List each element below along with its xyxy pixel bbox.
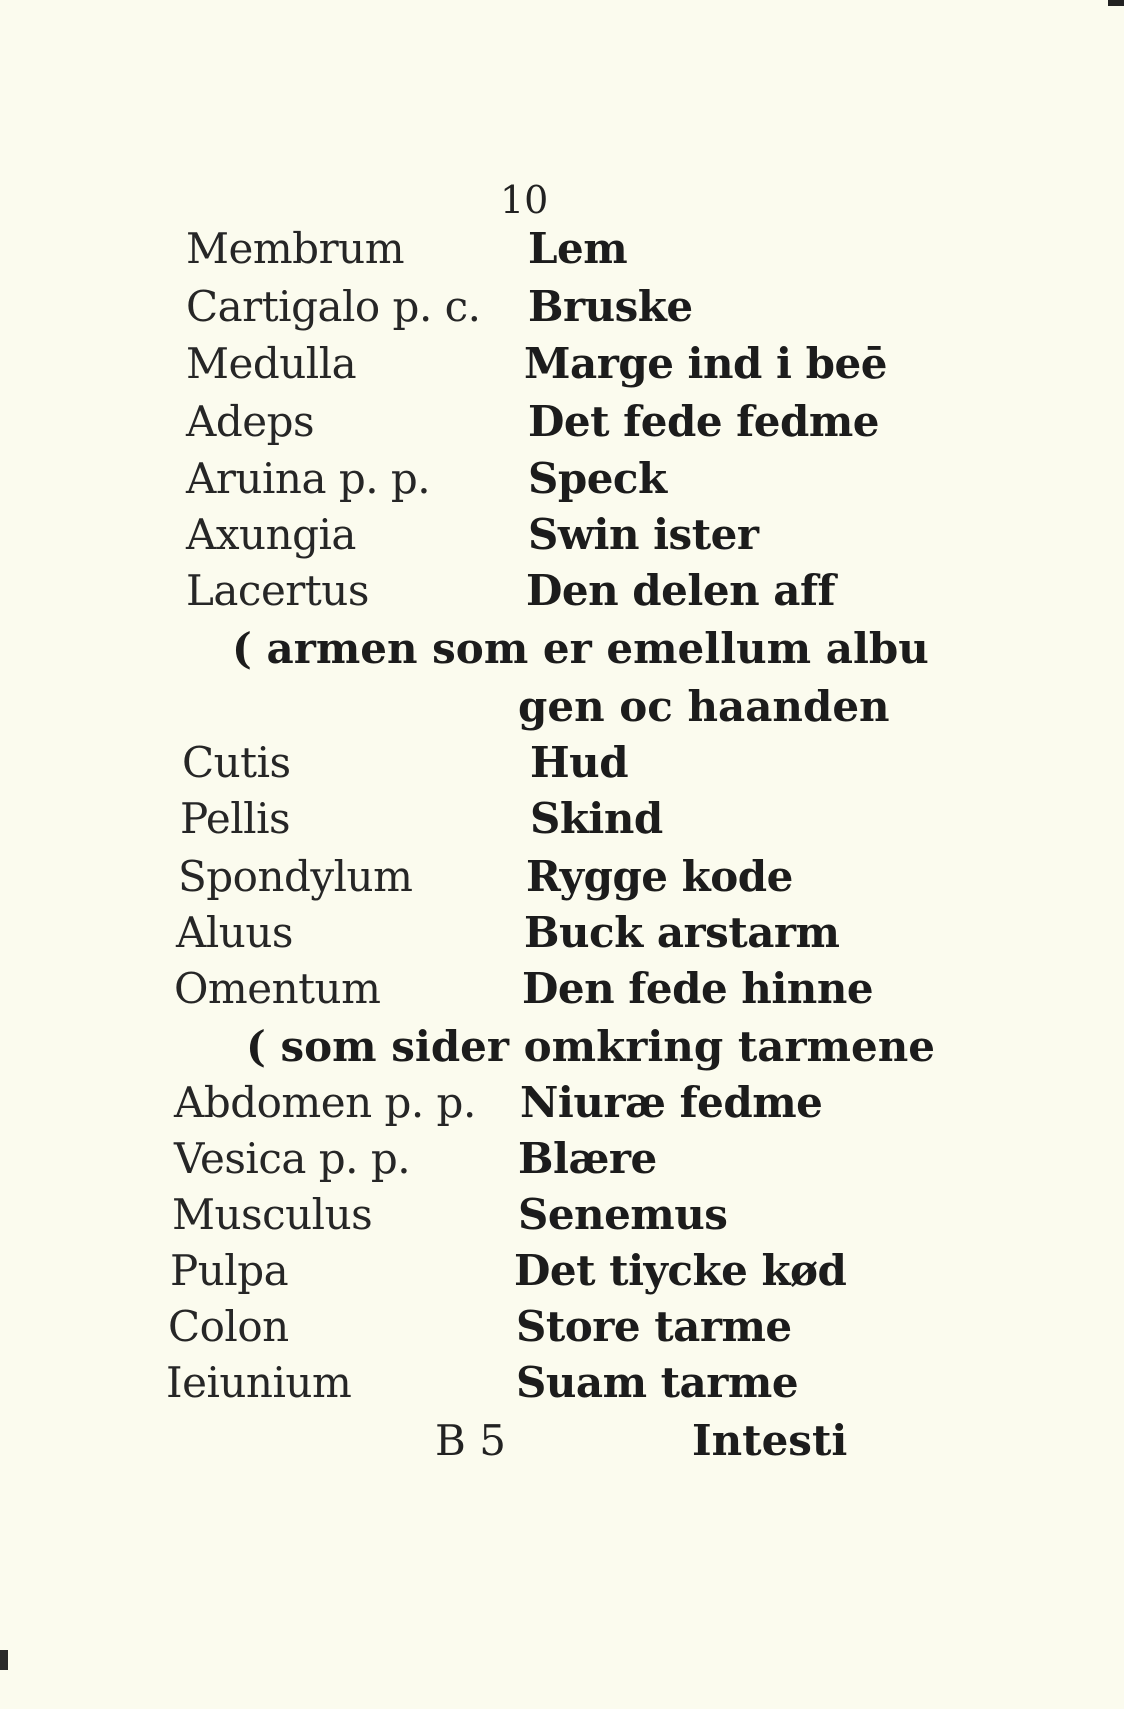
latin-term: Colon	[168, 1302, 289, 1351]
danish-term: Rygge kode	[526, 852, 793, 901]
danish-term: Suam tarme	[516, 1358, 799, 1407]
signature-mark: B 5	[435, 1416, 506, 1465]
danish-term: Senemus	[518, 1190, 728, 1239]
danish-term: Bruske	[528, 282, 693, 331]
latin-term: Membrum	[186, 224, 405, 273]
danish-term: Det tiycke kød	[514, 1246, 847, 1295]
danish-term: Skind	[530, 794, 663, 843]
latin-term: Omentum	[174, 964, 381, 1013]
gloss-line: ( som sider omkring tarmene	[246, 1022, 935, 1071]
danish-term: Det fede fedme	[528, 397, 879, 446]
page-edge	[1124, 0, 1136, 1709]
latin-term: Vesica p. p.	[174, 1134, 411, 1183]
latin-term: Aruina p. p.	[186, 454, 431, 503]
danish-term: Hud	[530, 738, 629, 787]
danish-term: Niuræ fedme	[520, 1078, 823, 1127]
latin-term: Cutis	[182, 738, 291, 787]
danish-term: Speck	[528, 454, 667, 503]
latin-term: Abdomen p. p.	[174, 1078, 476, 1127]
danish-term: Marge ind i beē	[524, 339, 887, 388]
latin-term: Adeps	[186, 397, 315, 446]
latin-term: Spondylum	[178, 852, 413, 901]
scan-mark	[0, 1650, 8, 1670]
catchword: Intesti	[692, 1416, 848, 1465]
latin-term: Medulla	[186, 339, 357, 388]
scan-mark	[1108, 0, 1124, 6]
gloss-line: ( armen som er emellum albu	[232, 624, 929, 673]
latin-term: Pulpa	[170, 1246, 289, 1295]
latin-term: Musculus	[172, 1190, 373, 1239]
latin-term: Ieiunium	[166, 1358, 352, 1407]
danish-term: Den fede hinne	[522, 964, 874, 1013]
latin-term: Pellis	[180, 794, 291, 843]
latin-term: Lacertus	[186, 566, 369, 615]
danish-term: Store tarme	[516, 1302, 792, 1351]
latin-term: Axungia	[186, 510, 356, 559]
latin-term: Cartigalo p. c.	[186, 282, 481, 331]
danish-term: Swin ister	[528, 510, 759, 559]
gloss-line: gen oc haanden	[518, 682, 890, 731]
danish-term: Blære	[518, 1134, 657, 1183]
danish-term: Buck arstarm	[524, 908, 840, 957]
danish-term: Lem	[528, 224, 628, 273]
page-number: 10	[500, 178, 549, 222]
danish-term: Den delen aff	[526, 566, 836, 615]
latin-term: Aluus	[176, 908, 293, 957]
